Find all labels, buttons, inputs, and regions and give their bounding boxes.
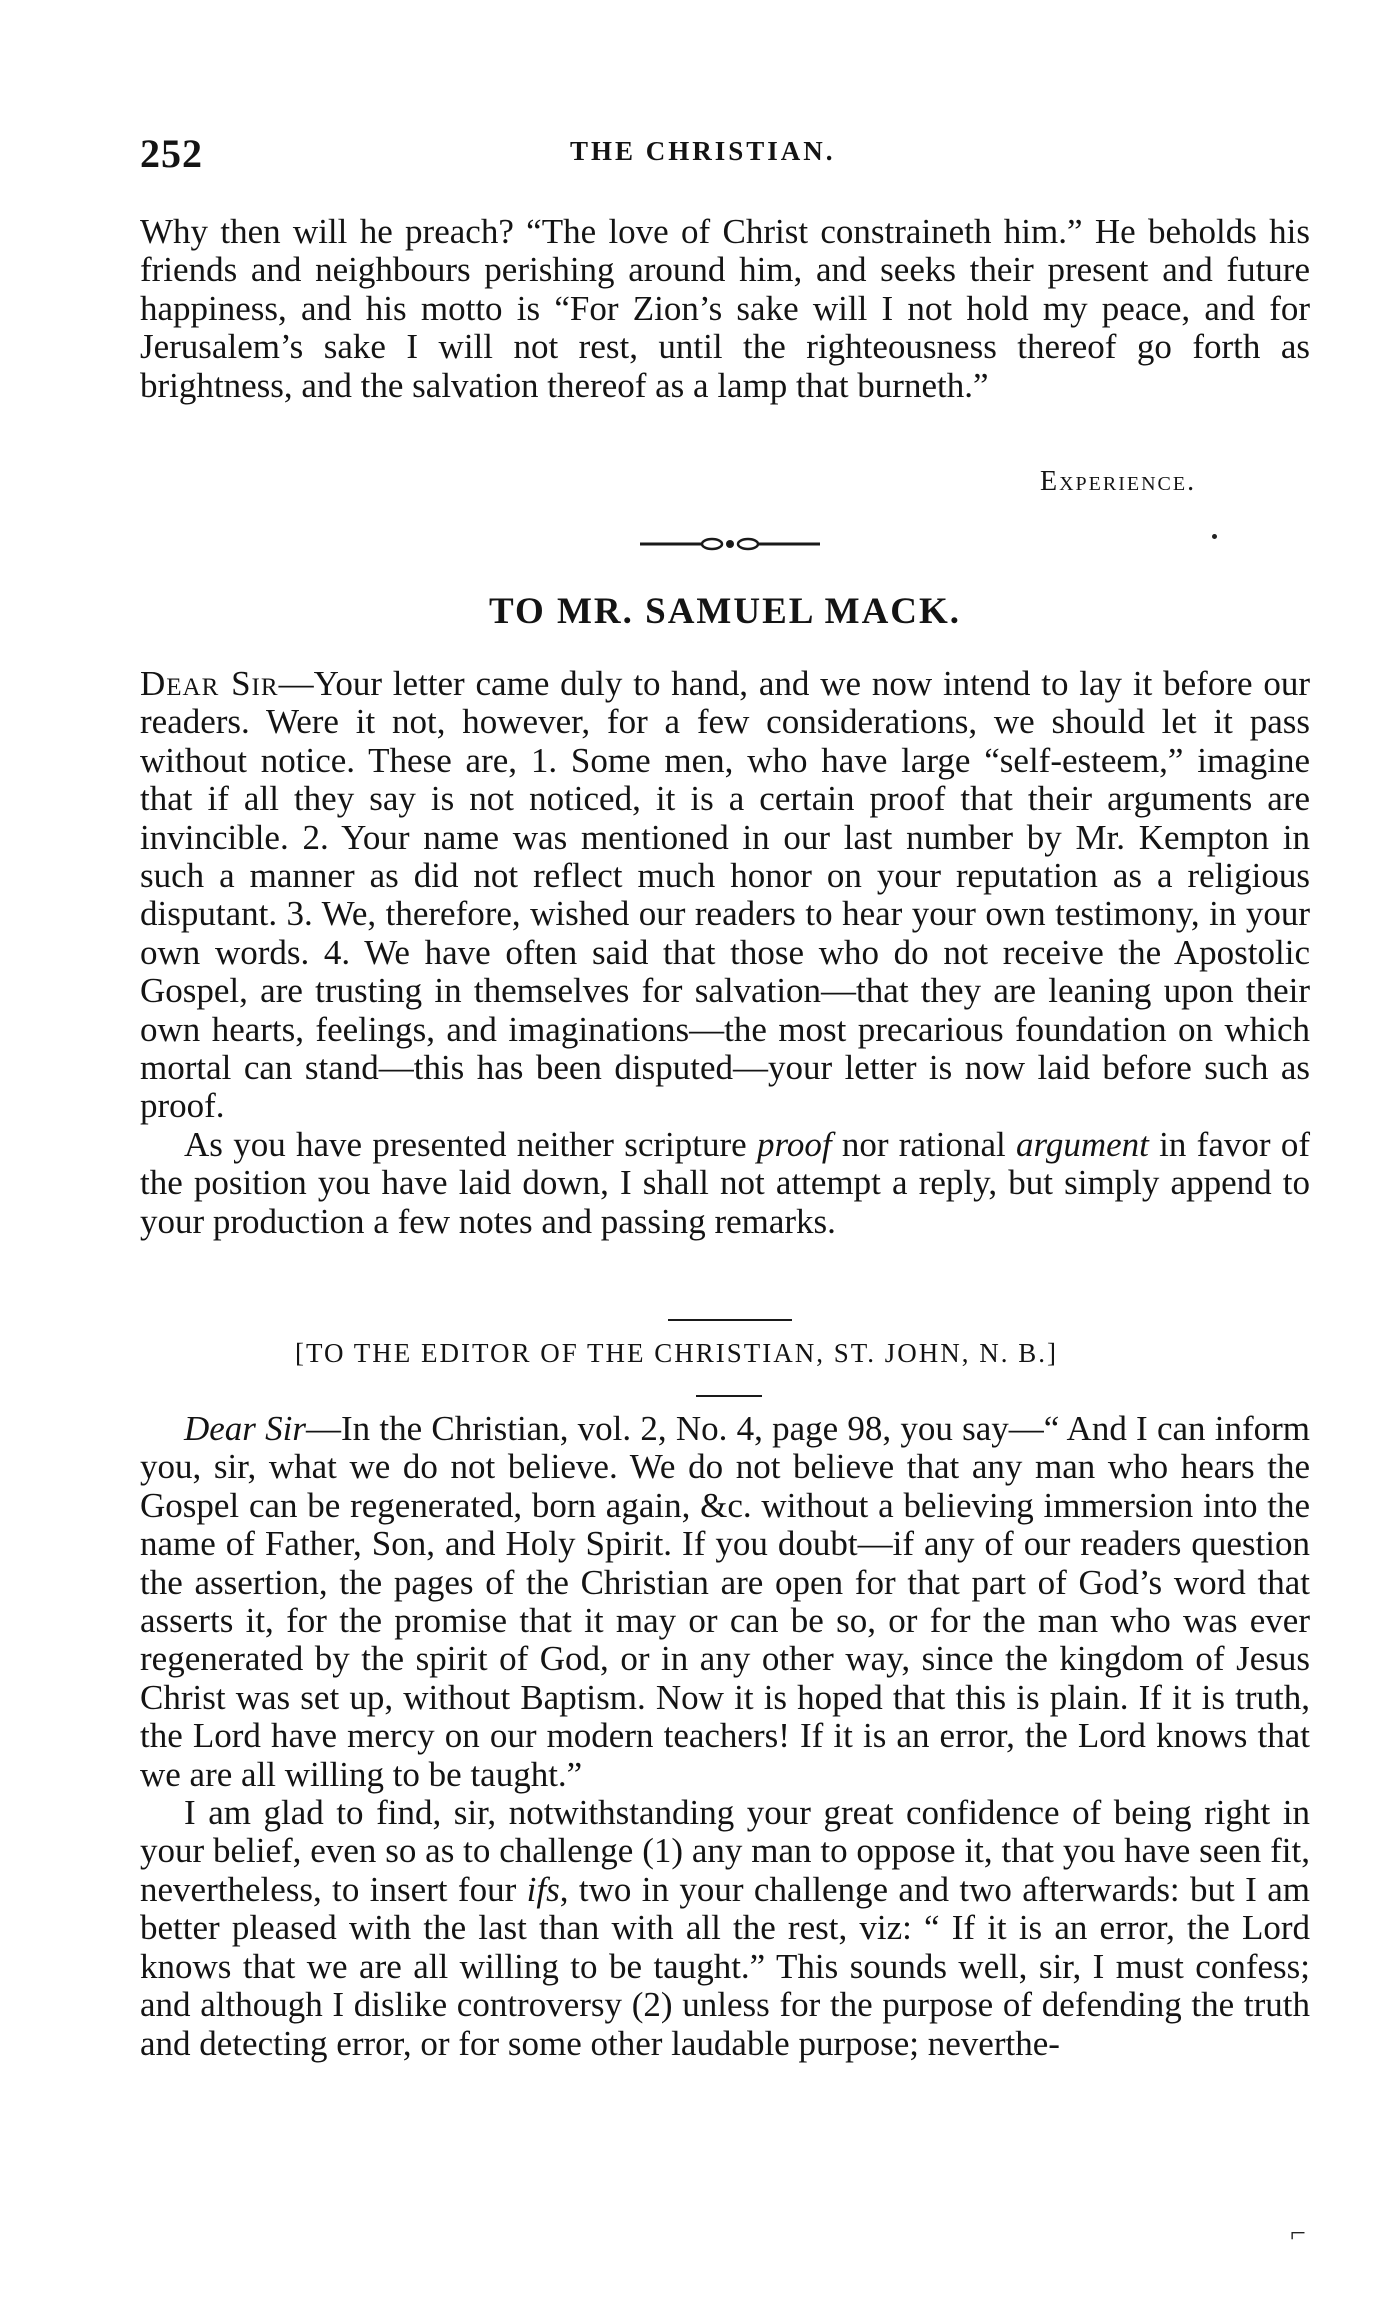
letter-paragraph-1 [140,1410,1310,1794]
intro-paragraph: Why then will he preach? “The love of Christ constraineth him.” He beholds his friends and neighbours perishing around him, and seeks their present and future happiness, and his motto is “For Zion’s sake will I not hold my peace, and for Jerusalem’s sake I will not rest, until the righteousness thereof go forth as brightness, and the salvation thereof as a lamp that burneth.” [140,212,1310,405]
reply-paragraph-1-text: —Your letter came duly to hand, and we now intend to lay it before our readers. Were it not, however, for a few considerations, we should let it pass without notice. These are, 1. Some men, who have large “self-esteem,” imagine that if all they say is not noticed, it is a certain proof that their arguments are invincible. 2. Your name was mentioned in our last number by Mr. Kempton in such a manner as did not reflect much honor on your reputation as a religious disputant. 3. We, therefore, wished our readers to hear your own testimony, in your own words. 4. We have often said that those who do not receive the Apostolic Gospel, are trusting in themselves for salvation—that they are leaning upon their own hearts, feelings, and imaginations—the most precarious foundation on which mortal can stand—this has been disputed—your letter is now laid before such as proof. [140,664,1310,1126]
ink-speck [1212,534,1217,539]
article-title: TO MR. SAMUEL MACK. [488,591,962,632]
divider-rule-small [696,1395,762,1397]
emphasis-ifs: ifs [526,1869,560,1909]
section-ornament [640,532,820,556]
letter-paragraph-1-text: —In the Christian, vol. 2, No. 4, page 98, you say—“ And I can inform you, sir, what we do not believe. We do not believe that any man who hears the Gospel can be regenerated, born again, &c. without a believing immersion into the name of Father, Son, and Holy Spirit. If you doubt—if any of our readers question the assertion, the pages of the Christian are open for that part of God’s word that asserts it, for the promise that it may or can be so, or for the man who was ever regenerated by the spirit of God, or in any other way, since the kingdom of Jesus Christ was set up, without Baptism. Now it is hoped that this is plain. If it is truth, the Lord have mercy on our modern teachers! If it is an error, the Lord knows that we are all willing to be taught.” [140,1409,1310,1794]
reply-paragraph-1 [140,665,1310,1126]
editor-reply-section [140,665,1310,1241]
page-number: 252 [140,131,203,176]
reply-paragraph-2 [140,1126,1310,1241]
running-title: THE CHRISTIAN. [570,136,836,166]
letter-section [140,1410,1310,2063]
page-header [140,130,1320,180]
reply-salutation: Dear Sir [140,664,279,703]
reply-text-segment: nor rational [831,1124,1016,1164]
letter-salutation: Dear Sir [184,1409,307,1448]
signature: Experience. [1040,466,1197,497]
corner-mark: ⌐ [1290,2218,1306,2249]
emphasis-argument: argument [1016,1124,1149,1164]
reply-text-segment: in favor of the position you have laid down, I shall not attempt a reply, but simply append to your production a few notes and passing remarks. [140,1124,1310,1241]
letter-heading: [TO THE EDITOR OF THE CHRISTIAN, ST. JOHN, N. B.] [295,1338,1059,1368]
intro-section [140,213,1310,405]
letter-text-segment: I am glad to find, sir, notwithstanding your great confidence of being right in your belief, even so as to challenge (1) any man to oppose it, that you have seen fit, nevertheless, to insert four [140,1793,1310,1909]
reply-text-segment: As you have presented neither scripture [184,1124,757,1164]
letter-text-segment: , two in your challenge and two afterwards: but I am better pleased with the last than with all the rest, viz: “ If it is an error, the Lord knows that we are all willing to be taught.” This sounds well, sir, I must confess; and although I dislike controversy (2) unless for the purpose of defending the truth and detecting error, or for some other laudable purpose; neverthe- [140,1869,1310,2063]
divider-rule [668,1319,792,1321]
letter-paragraph-2 [140,1794,1310,2063]
emphasis-proof: proof [757,1124,832,1164]
